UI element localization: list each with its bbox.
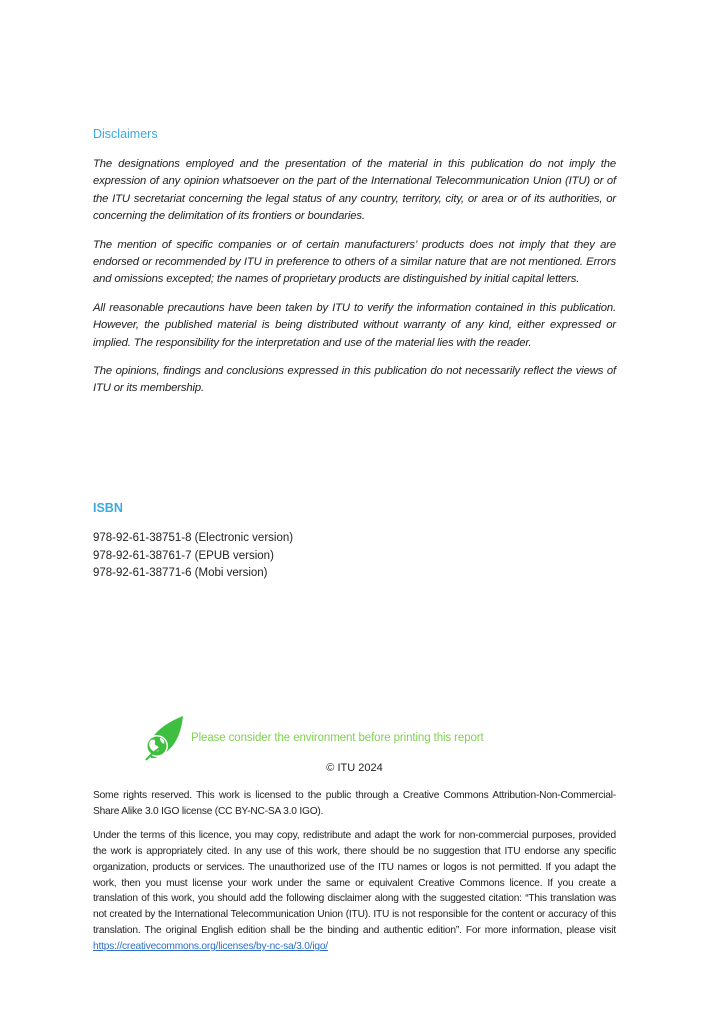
license-link[interactable]: https://creativecommons.org/licenses/by-nc-sa/3.0/igo/ xyxy=(93,941,328,953)
license-text: Under the terms of this licence, you may copy, redistribute and adapt the work for non-commercial purposes, provided the work is appropriately cited. In any use of this work, there should be no suggestion that ITU endorse any specific organization, products or services. The unauthorized use of the ITU names or logos is not permitted. If you adapt the work, then you must license your work under the same or equivalent Creative Commons licence. If you create a translation of this work, you should add the following disclaimer along with the suggested citation: “This translation was not created by the International Telecommunication Union (ITU). ITU is not responsible for the content or accuracy of this translation. The original English edition shall be the binding and authentic edition”. For more information, please visit xyxy=(93,829,616,937)
disclaimer-paragraph: All reasonable precautions have been taken by ITU to verify the information contained in this publication. However, the published material is being distributed without warranty of any kind, either expressed or implied. The responsibility for the interpretation and use of the material lies with the reader. xyxy=(93,301,616,349)
disclaimers-heading: Disclaimers xyxy=(93,127,158,141)
disclaimers-section xyxy=(93,156,616,409)
license-section xyxy=(93,788,616,963)
copyright: © ITU 2024 xyxy=(326,762,383,774)
page xyxy=(93,0,616,1024)
environment-text: Please consider the environment before printing this report xyxy=(191,732,484,744)
environment-notice xyxy=(143,714,573,762)
disclaimer-paragraph: The designations employed and the presentation of the material in this publication do not imply the expression of any opinion whatsoever on the part of the International Telecommunication Union (ITU) or of the ITU secretariat concerning the legal status of any country, territory, city, or area or of its authorities, or concerning the delimitation of its frontiers or boundaries. xyxy=(93,158,616,223)
isbn-entry: 978-92-61-38751-8 (Electronic version) xyxy=(93,532,294,544)
isbn-entry: 978-92-61-38771-6 (Mobi version) xyxy=(93,567,268,579)
disclaimer-paragraph: The opinions, findings and conclusions expressed in this publication do not necessarily reflect the views of ITU or its membership. xyxy=(93,365,616,395)
leaf-globe-icon xyxy=(143,714,185,762)
disclaimer-paragraph: The mention of specific companies or of certain manufacturers’ products does not imply that they are endorsed or recommended by ITU in preference to others of a similar nature that are not mentioned. Errors and omissions excepted; the names of proprietary products are distinguished by initial capital letters. xyxy=(93,238,616,286)
isbn-entry: 978-92-61-38761-7 (EPUB version) xyxy=(93,549,274,562)
isbn-heading: ISBN xyxy=(93,501,123,515)
isbn-list xyxy=(93,530,293,583)
license-paragraph xyxy=(93,828,616,955)
license-paragraph: Some rights reserved. This work is licensed to the public through a Creative Commons Attribution-Non-Commercial-Share Alike 3.0 IGO license (CC BY-NC-SA 3.0 IGO). xyxy=(93,790,616,817)
